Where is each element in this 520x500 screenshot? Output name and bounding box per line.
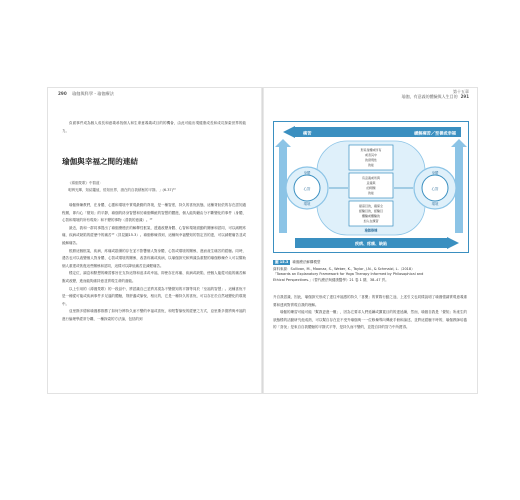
figure-yoga-therapy-model xyxy=(273,121,469,253)
box-bottom-line: 經驗目的，經驗目 xyxy=(358,209,384,213)
text-line: 環境面動的關係和認同，可以減輕疼痛，疾病或缺陷的經歷中的痛苦¹⁰（詳見圖 xyxy=(62,225,247,238)
right-running-head-title: 瑜伽，有意義的體驗與人生目的 xyxy=(401,94,458,99)
right-circle-label-body: 身體 xyxy=(431,171,439,175)
right-body xyxy=(273,294,467,332)
caption-source-line: 「Towards an Explanatory Framework for Yoga Therapy Informed by Philosophical and xyxy=(273,272,424,277)
figure-diagram xyxy=(273,121,469,253)
epigraph-line: 明辨光輝，知結鑑值，悟知世界，潛在的自我積極的平靜。」(6.37)¹⁰ xyxy=(68,188,176,192)
text-line: 升自我認識，因此，瑜伽探究形成了達往幸福感的持久「喜樂」的實際行動之途， xyxy=(273,295,400,299)
text-line: 培養的「喜悅」是來自自我體驗的平靜式平等，是持久而不變的，並提自持的智 xyxy=(273,317,468,330)
text-line: 延續，然而，瑜伽自我是「覺知」所產生的狀態穩的活動研究他成熟，可以幫自存 xyxy=(273,310,468,322)
right-circle-label-env: 環境 xyxy=(431,202,439,206)
text-line: 愉悅，相反的，它是一種持久的喜悅，可以存在於自然地變化的環境中。 xyxy=(62,294,247,306)
text-line: 15.3）。瑜伽修煉得到，這種與幸福變知的智定首的達，可以減輕痛苦並或緩解 xyxy=(62,233,246,245)
section-title: 瑜伽與幸福之間的連結 xyxy=(62,157,138,166)
left-page-number: 290 xyxy=(58,91,67,96)
box-top-line: 的發現性 xyxy=(364,158,378,162)
right-running-head-chapter: 第十五章 xyxy=(453,89,469,94)
intro-line: 負面事件成為個人成長和意義尋找個人和生命意義義或目的的機會，由此可能出現健 xyxy=(69,121,203,125)
right-circle-label-mind: 心智 xyxy=(431,187,439,191)
box-bottom-line: 體驗或體驗的 xyxy=(361,214,381,218)
box-middle-line: 有意義或所與 xyxy=(361,176,381,180)
text-line: 上述引文也同樣說明了瑜伽強調實現意義重要和達到對實現自我的理解。 xyxy=(273,295,467,307)
body-paragraph xyxy=(62,202,246,225)
body-paragraph xyxy=(62,248,246,271)
text-line: 瑜伽修煉教們，在身體、心靈和環境中實現最勤的背境，是一種智度，持久的喜 xyxy=(69,203,193,207)
left-circle-group xyxy=(286,167,328,209)
box-bottom-line: 加入在練習 xyxy=(363,219,379,223)
text-line: 於瑜伽傳統的智慧的體進，個人能夠藉由分不斷變化的事件（身體、心智和環境的所有現 xyxy=(62,210,247,223)
caption-source-line: Ethical Perspectives.」《替代療法與健康醫學》21 卷 1 期，38–47 頁。 xyxy=(273,277,389,282)
book-spread xyxy=(48,88,477,393)
text-line: 善疼痛或疾病，以瑜伽探究和辨識為重點的瑜伽修煉介入可以幫助個人重建或恢復 xyxy=(62,256,247,268)
text-line: 悅狀態，這種背狀依的存在認知過程層，即內心「覺知」的平靜，瑜伽的終身智慧和 xyxy=(62,203,247,215)
body-paragraph xyxy=(62,308,246,323)
figure-title: 瑜伽療法解構模型 xyxy=(292,260,321,264)
text-line: 瑜伽的練習可能可能「幫我更進一權」，因為它要求人們延續或擴寬目的的達 xyxy=(280,310,400,315)
figure-caption xyxy=(273,260,469,283)
text-line: 在並不受外瑜伽與一一位修煉導向傳統手冊和論述，並將這經驗不時的，瑜伽教師 xyxy=(332,317,460,322)
left-page xyxy=(48,88,262,393)
body-paragraph xyxy=(273,294,467,309)
body-paragraph xyxy=(273,309,467,332)
body-paragraph xyxy=(62,286,246,309)
text-line: 力中所獲得。 xyxy=(388,325,410,330)
box-bottom-line: 提高目的，確保全 xyxy=(358,204,384,208)
text-line: 病或缺陷，使個人能從可能的痛苦解脫或改變，進而能夠維持意並實現生命的潛能。 xyxy=(62,271,247,283)
text-line: 經歷之方式，亞里斯多德將與幸福的進行倫理學經常分離，一種探索的方法論，包括的到 xyxy=(62,309,247,321)
left-running-head xyxy=(58,91,114,97)
text-line: 這些關係和認同，這樣可以降低痛苦並減輕痛苦。 xyxy=(86,263,164,268)
body-paragraph xyxy=(62,225,246,248)
text-line: 以上引用的《薄伽梵歌》的一段話中，將認識自己並將其視為不變覺知的平靜 xyxy=(69,286,190,291)
box-middle-line: 的能 xyxy=(367,191,375,195)
text-line: 亞里斯多德和瑜伽都推薦了如何分辨持久而不變的幸福或喜悅，和短暫愉悅的 xyxy=(69,309,190,314)
left-body xyxy=(62,202,246,324)
top-left-label: 痛苦 xyxy=(303,130,312,136)
caption-source-line: 資料來源：Sullivan, M., Moonaz, S., Weber, K., Taylor, J.N., & Schmalzl, L.（2018） xyxy=(273,267,415,272)
left-circle-label-mind: 心智 xyxy=(303,187,311,191)
left-circle-label-body: 身體 xyxy=(303,171,311,175)
intro-line: 康成長和成功探索世界的能力。 xyxy=(62,121,247,133)
left-intro-paragraph xyxy=(62,120,246,135)
epigraph-line: 《薄伽梵歌》中寫道： xyxy=(68,181,103,185)
figure-number-badge: 圖 15.3 xyxy=(275,260,289,264)
text-line: 進而產生痛苦的經驗。同時，遇苦也可以改變個人對身體、心智或環境的關係，改 xyxy=(62,248,247,261)
box-top-line: 形造身體或所有 xyxy=(360,148,382,152)
bottom-label: 疾病、疼痛、缺陷 xyxy=(355,241,387,247)
box-top-line: 或者其中 xyxy=(364,153,378,157)
text-line: 根據這個框架，疾病，疼痛或損傷的存在並不影響個人對身體、心智或環境的關係， xyxy=(69,248,201,253)
text-line: 痛苦。 xyxy=(69,240,80,245)
text-line: 穩定位，調息和默想的練習都旨在支持這則和追求或幸福，即使存在疼痛、疾 xyxy=(69,271,190,276)
left-running-head-title: 瑜伽與科學・瑜伽療法 xyxy=(72,91,114,96)
right-running-head xyxy=(402,89,469,99)
body-paragraph xyxy=(62,270,246,285)
epigraph xyxy=(68,180,238,194)
right-page-number: 291 xyxy=(460,94,469,99)
right-page xyxy=(263,88,477,393)
center-label: 瑜伽修煉 xyxy=(364,228,378,233)
right-circle-group xyxy=(414,167,456,209)
left-circle-label-env: 環境 xyxy=(303,202,311,206)
top-right-label: 緩解痛苦／至善或幸福 xyxy=(414,130,456,136)
text-line: 象）和不變的事物（普我的意識）。¹⁰ xyxy=(93,218,153,223)
text-line: 等同於「至福的智慧」。這種喜悅不是一種從可能或疾病事件多足逼的體驗，則舒適或 xyxy=(62,286,247,299)
text-line: 最近，我和一群同事提出了瑜伽療癒法的解釋性框架，透過改變身體、心智和 xyxy=(69,225,190,230)
box-top-line: 的能 xyxy=(367,163,375,167)
box-middle-line: 的問題 xyxy=(366,186,376,190)
box-middle-line: 意義與 xyxy=(366,181,376,185)
